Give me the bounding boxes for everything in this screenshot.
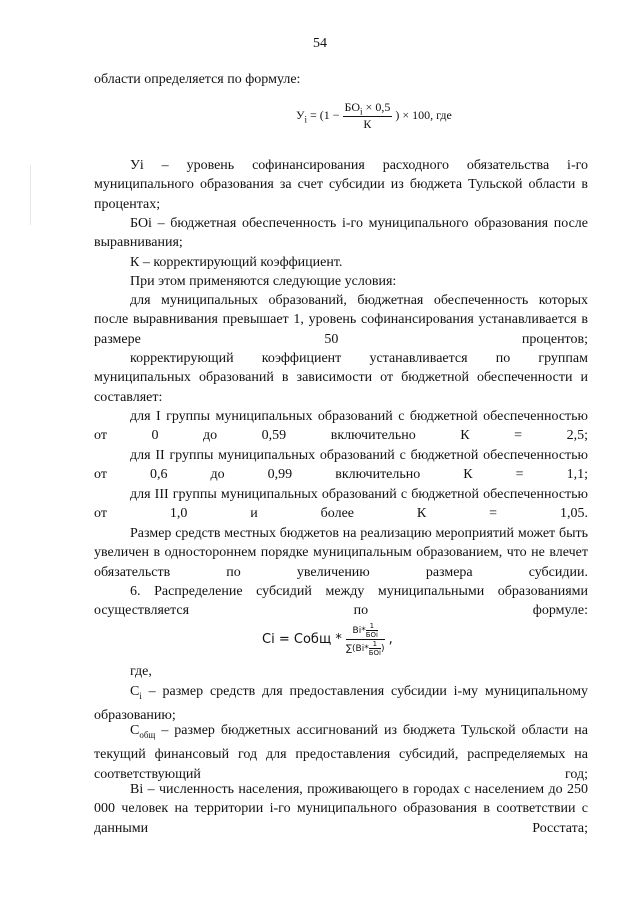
def-ci: $C_i$ – размер средств для предоставления субсидии i-му муниципальному образованию; [94,684,588,724]
def-bi: Bi – численность населения, проживающего в городах с населением до 250 000 человек на территории i-го муниципального образования в соответствии с данными Росстата; [94,782,588,836]
formula-1-suffix: ) × 100, где [395,107,452,122]
def-cobsh: $C_{общ}$ – размер бюджетных ассигнований из бюджета Тульской области на текущий финансовый год для предоставления субсидий, распределяемых на соответствующий год; [94,723,588,782]
condition-2: корректирующий коэффициент устанавливается по группам муниципальных образований в зависимости от бюджетной обеспеченности и составляет: [94,351,588,405]
page-number: 54 [313,36,327,51]
formula-1: $У_i = (1$ − $\frac{БО_i \times 0,5}{К}$ ) × 100, где [296,100,452,132]
group-3: для III группы муниципальных образований с бюджетной обеспеченностью от 1,0 и более К = 1,05. [94,487,588,522]
intro-line: области определяется по формуле: [94,72,301,87]
def-k: К – корректирующий коэффициент. [130,255,343,270]
formula-2-fraction: Bi* $\frac{1}{\text{БОi}}$ ∑(Bi* $\frac{1}{\text{БОi}}$ ) [345,622,385,657]
group-1: для I группы муниципальных образований с бюджетной обеспеченностью от 0 до 0,59 включительно К = 2,5; [94,409,588,444]
formula-2: Ci = Собщ * Bi* $\frac{1}{\text{БОi}}$ ∑(Bi* $\frac{1}{\text{БОi}}$ ) , [262,622,393,657]
condition-1: для муниципальных образований, бюджетная обеспеченность которых после выравнивания превышает 1, уровень софинансирования устанавливается в размере 50 процентов; [94,293,588,347]
def-yi: Уi – уровень софинансирования расходного обязательства i-го муниципального образования за счет субсидии из бюджета Тульской области в процентах; [94,158,588,212]
formula-1-prefix: = (1 − [310,107,340,122]
group-2: для II группы муниципальных образований с бюджетной обеспеченностью от 0,6 до 0,99 включительно К = 1,1; [94,448,588,483]
scan-margin-mark [30,165,31,225]
def-boi: БОi – бюджетная обеспеченность i-го муниципального образования после выравнивания; [94,216,588,251]
section-6: 6. Распределение субсидий между муниципальными образованиями осуществляется по формуле: [94,584,588,619]
conditions-intro: При этом применяются следующие условия: [130,274,397,289]
formula-1-fraction: $\frac{БО_i \times 0,5}{К}$ [344,100,391,132]
local-budgets-paragraph: Размер средств местных бюджетов на реализацию мероприятий может быть увеличен в одностороннем порядке муниципальным образованием, что не влечет обязательств по увеличению размера субсидии. [94,526,588,580]
formula-1-lhs: У [296,107,305,122]
where-label: где, [130,664,152,679]
